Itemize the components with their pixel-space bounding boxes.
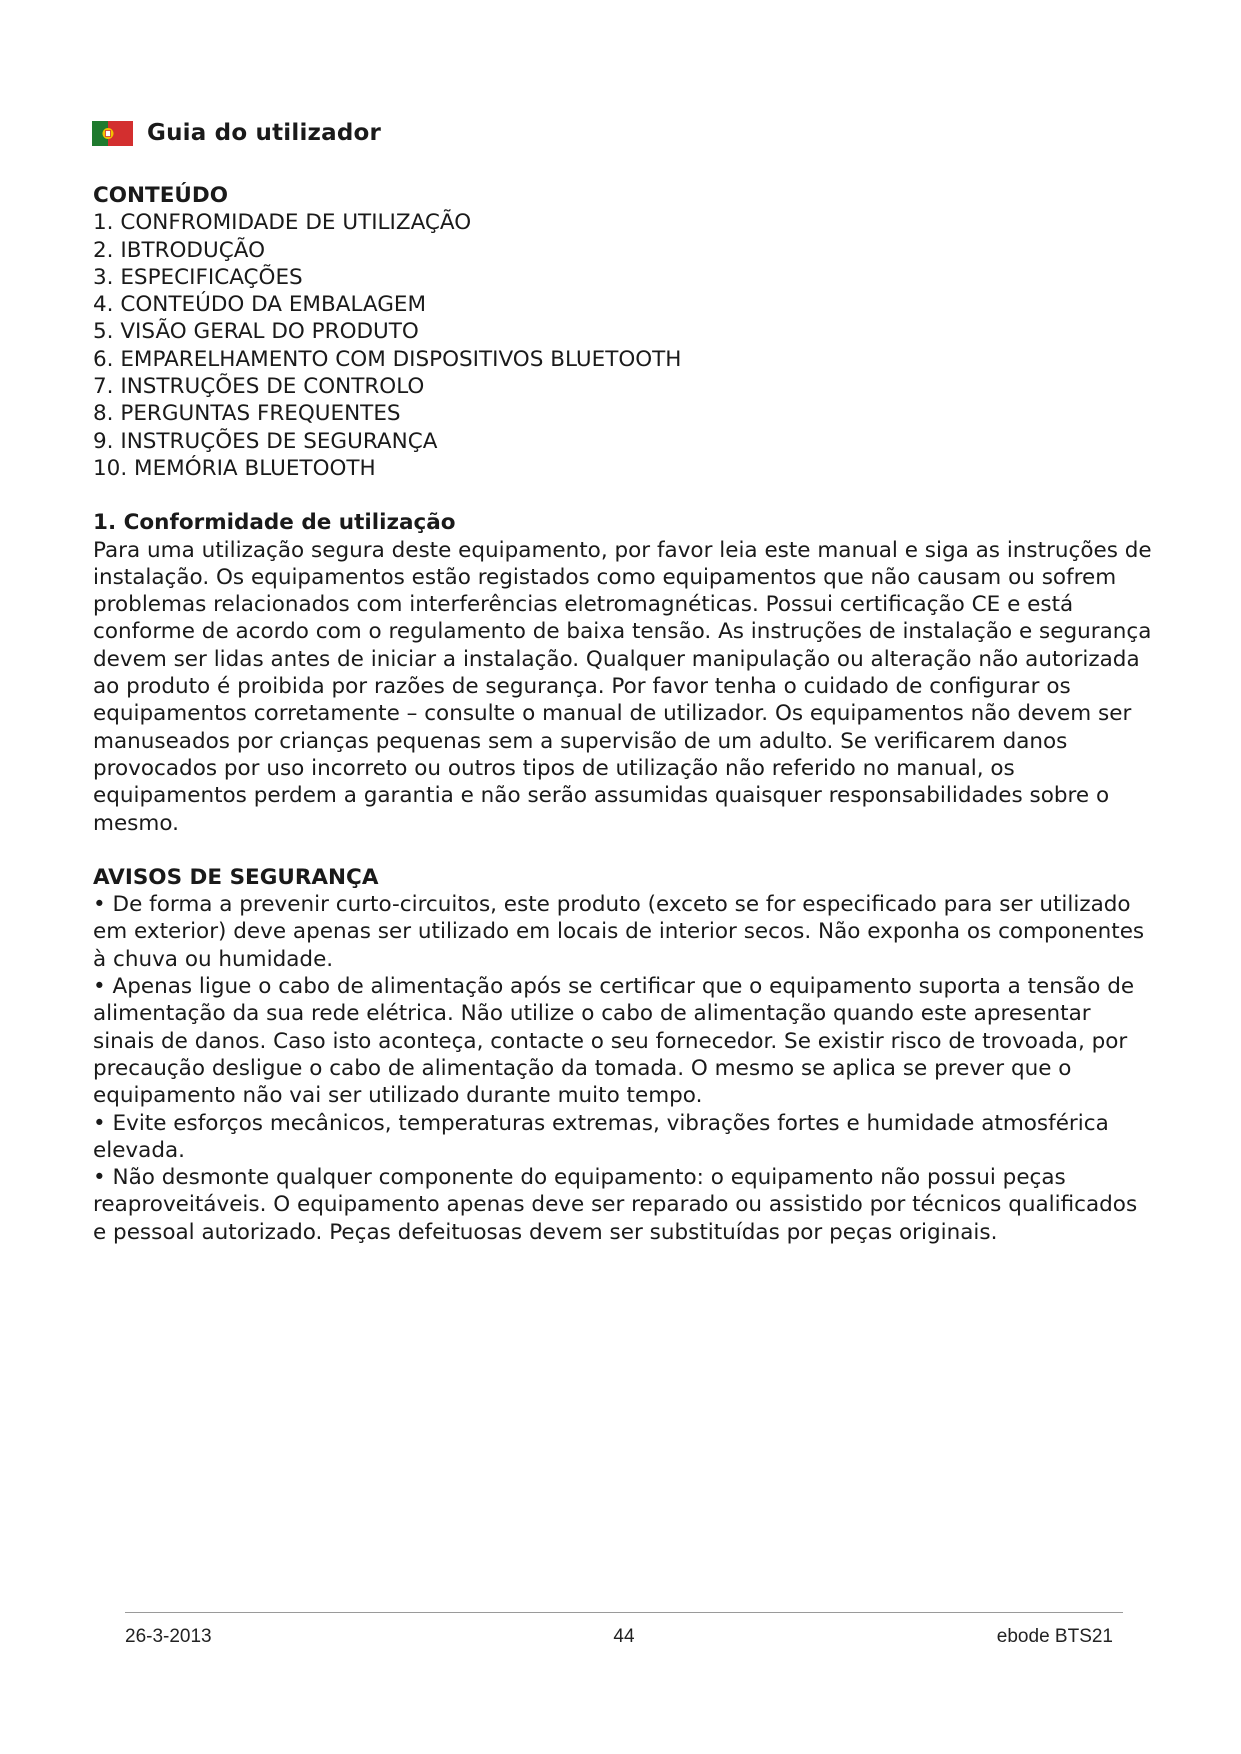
safety-bullet: • De forma a prevenir curto-circuitos, este produto (exceto se for especificado para ser utilizado em exterior) deve apenas ser utilizado em locais de interior secos. Não exponha os componentes à chuva ou humidade.	[93, 892, 1145, 972]
safety-bullet-list	[93, 891, 1153, 1246]
safety-bullet: • Apenas ligue o cabo de alimentação após se certificar que o equipamento suporta a tensão de alimentação da sua rede elétrica. Não utilize o cabo de alimentação quando este apresentar sinais de danos. Caso isto aconteça, contacte o seu fornecedor. Se existir risco de trovoada, por precaução desligue o cabo de alimentação da tomada. O mesmo se aplica se prever que o equipamento não vai ser utilizado durante muito tempo.	[93, 974, 1135, 1109]
document-body	[93, 182, 1153, 1246]
toc-item: 4. CONTEÚDO DA EMBALAGEM	[93, 292, 427, 318]
toc-item: 7. INSTRUÇÕES DE CONTROLO	[93, 374, 425, 400]
section-1-paragraph: Para uma utilização segura deste equipamento, por favor leia este manual e siga as instruções de instalação. Os equipamentos estão registados como equipamentos que não causam ou sofrem problemas relacionados com interferências eletromagnéticas. Possui certificação CE e está conforme de acordo com o regulamento de baixa tensão. As instruções de instalação e segurança devem ser lidas antes de iniciar a instalação. Qualquer manipulação ou alteração não autorizada ao produto é proibida por razões de segurança. Por favor tenha o cuidado de configurar os equipamentos corretamente – consulte o manual de utilizador. Os equipamentos não devem ser manuseados por crianças pequenas sem a supervisão de um adulto. Se verificarem danos provocados por uso incorreto ou outros tipos de utilização não referido no manual, os equipamentos perdem a garantia e não serão assumidas quaisquer responsabilidades sobre o mesmo.	[93, 537, 1152, 836]
toc-item: 2. IBTRODUÇÃO	[93, 237, 265, 263]
footer-divider	[125, 1612, 1123, 1613]
safety-heading: AVISOS DE SEGURANÇA	[93, 864, 379, 890]
safety-bullet: • Evite esforços mecânicos, temperaturas extremas, vibrações fortes e humidade atmosférica elevada.	[93, 1110, 1109, 1163]
page-header	[92, 118, 381, 148]
toc-item: 1. CONFROMIDADE DE UTILIZAÇÃO	[93, 210, 472, 236]
footer-page-number: 44	[613, 1626, 635, 1647]
toc-item: 6. EMPARELHAMENTO COM DISPOSITIVOS BLUETOOTH	[93, 346, 682, 372]
toc-item: 9. INSTRUÇÕES DE SEGURANÇA	[93, 428, 438, 454]
portugal-flag-icon	[92, 121, 133, 146]
toc-item: 8. PERGUNTAS FREQUENTES	[93, 401, 401, 427]
page-title: Guia do utilizador	[147, 120, 382, 146]
toc-heading: CONTEÚDO	[93, 183, 228, 208]
footer-date: 26-3-2013	[125, 1626, 212, 1647]
toc-item: 5. VISÃO GERAL DO PRODUTO	[93, 319, 419, 345]
section-1-heading: 1. Conformidade de utilização	[93, 510, 456, 536]
toc-list	[93, 209, 1153, 482]
footer-product: ebode BTS21	[996, 1626, 1113, 1647]
safety-bullet: • Não desmonte qualquer componente do equipamento: o equipamento não possui peças reaproveitáveis. O equipamento apenas deve ser reparado ou assistido por técnicos qualificados e pessoal autorizado. Peças defeituosas devem ser substituídas por peças originais.	[93, 1165, 1138, 1245]
toc-item: 10. MEMÓRIA BLUETOOTH	[93, 455, 376, 481]
toc-item: 3. ESPECIFICAÇÕES	[93, 264, 303, 290]
